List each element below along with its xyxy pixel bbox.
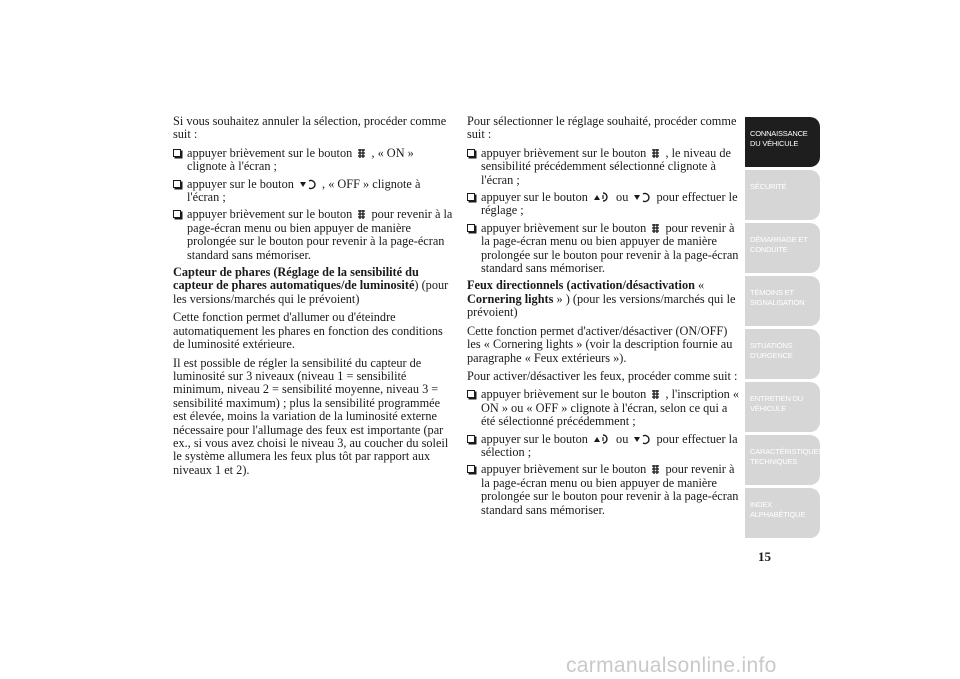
left-bullet-3: appuyer brièvement sur le bouton pour revenir à la page-écran menu ou bien appuyer de manière prolongée sur le bouton pour revenir à la page-écran standard sans mémoriser.	[173, 208, 453, 262]
right-bullet-1: appuyer brièvement sur le bouton , le niveau de sensibilité précédemment sélectionné clignote à l'écran ;	[467, 147, 740, 187]
right-paragraph-2: Pour activer/désactiver les feux, procéder comme suit :	[467, 368, 738, 383]
left-paragraph-2: Il est possible de régler la sensibilité du capteur de luminosité sur 3 niveaux (niveau 1 = sensibilité minimum, niveau 2 = sensibilité moyenne, niveau 3 = sensibilité maximum) ; plus la sensibilité programmée est élevée, moins la variation de la luminosité externe nécessaire pour l'allumage des feux est importante (par ex., si vous avez choisi le niveau 3, au coucher du soleil le système allumera les feux plus tôt par rapport aux niveaux 1 et 2).	[173, 355, 449, 477]
tab-temoins-et-signalisation[interactable]: TÉMOINS ET SIGNALISATION	[745, 276, 820, 326]
left-column	[173, 115, 453, 482]
bullet-box-icon	[467, 193, 475, 201]
tab-entretien-du-vehicule[interactable]: ENTRETIEN DU VÉHICULE	[745, 382, 820, 432]
right-bullet-2: appuyer sur le bouton ou pour effectuer le réglage ;	[467, 191, 740, 218]
bullet-box-icon	[467, 149, 475, 157]
right-bullet-5: appuyer sur le bouton ou pour effectuer la sélection ;	[467, 433, 740, 460]
watermark: carmanualsonline.info	[566, 654, 777, 677]
tab-securite[interactable]: SÉCURITÉ	[745, 170, 820, 220]
bullet-box-icon	[467, 224, 475, 232]
menu-esc-icon	[651, 148, 660, 159]
right-column	[467, 115, 740, 521]
right-section-heading: Feux directionnels (activation/désactivation « Cornering lights » ) (pour les versions/marchés qui le prévoient)	[467, 278, 736, 320]
right-paragraph-1: Cette fonction permet d'activer/désactiver (ON/OFF) les « Cornering lights » (voir la description fournie au paragraphe « Feux extérieurs »).	[467, 323, 733, 365]
menu-esc-icon	[651, 223, 660, 234]
tab-demarrage-et-conduite[interactable]: DÉMARRAGE ET CONDUITE	[745, 223, 820, 273]
bullet-box-icon	[467, 465, 475, 473]
menu-esc-icon	[357, 209, 366, 220]
down-button-icon	[299, 179, 317, 190]
left-bullet-1: appuyer brièvement sur le bouton , « ON » clignote à l'écran ;	[173, 147, 453, 174]
left-bullet-2: appuyer sur le bouton , « OFF » clignote à l'écran ;	[173, 178, 453, 205]
page-number: 15	[758, 549, 771, 564]
tab-caracteristiques-techniques[interactable]: CARACTÉRISTIQUES TECHNIQUES	[745, 435, 820, 485]
right-bullet-6: appuyer brièvement sur le bouton pour revenir à la page-écran menu ou bien appuyer de manière prolongée sur le bouton pour revenir à la page-écran standard sans mémoriser.	[467, 463, 740, 517]
right-intro: Pour sélectionner le réglage souhaité, procéder comme suit :	[467, 114, 737, 142]
up-button-icon	[593, 191, 611, 203]
down-button-icon	[633, 192, 651, 203]
bullet-box-icon	[467, 390, 475, 398]
menu-esc-icon	[357, 148, 366, 159]
left-intro: Si vous souhaitez annuler la sélection, procéder comme suit :	[173, 114, 447, 142]
menu-esc-icon	[651, 464, 660, 475]
tab-index-alphabetique[interactable]: INDEX ALPHABÉTIQUE	[745, 488, 820, 538]
right-bullet-3: appuyer brièvement sur le bouton pour revenir à la page-écran menu ou bien appuyer de manière prolongée sur le bouton pour revenir à la page-écran standard sans mémoriser.	[467, 222, 740, 276]
bullet-box-icon	[173, 210, 181, 218]
left-section-heading: Capteur de phares (Réglage de la sensibilité du capteur de phares automatiques/de luminosité) (pour les versions/marchés qui le prévoient)	[173, 265, 449, 306]
up-button-icon	[593, 433, 611, 445]
tab-connaissance-du-vehicule[interactable]: CONNAISSANCE DU VÉHICULE	[745, 117, 820, 167]
bullet-box-icon	[467, 435, 475, 443]
chapter-tabs	[745, 117, 824, 541]
menu-esc-icon	[651, 389, 660, 400]
tab-situations-d-urgence[interactable]: SITUATIONS D'URGENCE	[745, 329, 820, 379]
bullet-box-icon	[173, 180, 181, 188]
left-paragraph-1: Cette fonction permet d'allumer ou d'éteindre automatiquement les phares en fonction des conditions de luminosité extérieure.	[173, 310, 443, 352]
right-bullet-4: appuyer brièvement sur le bouton , l'inscription « ON » ou « OFF » clignote à l'écran, selon ce qui a été sélectionné précédemment ;	[467, 388, 740, 428]
down-button-icon	[633, 434, 651, 445]
bullet-box-icon	[173, 149, 181, 157]
